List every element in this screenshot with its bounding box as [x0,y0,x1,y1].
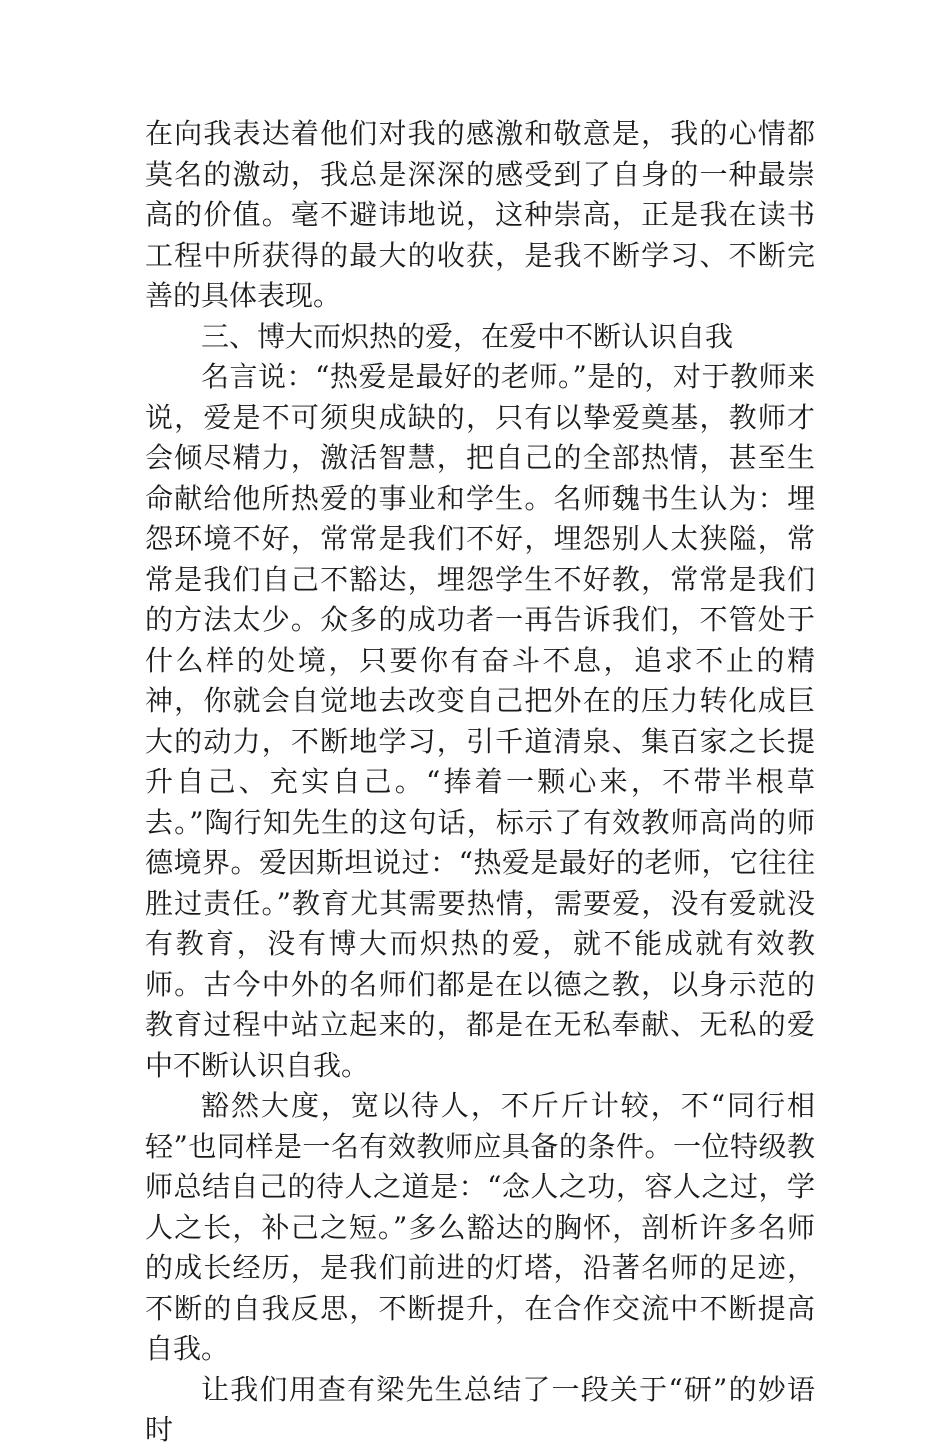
section-heading-love: 三、博大而炽热的爱，在爱中不断认识自我 [201,319,734,353]
paragraph-research: 让我们用查有梁先生总结了一段关于“研”的妙语时 [145,1372,815,1446]
paragraph-generosity: 豁然大度，宽以待人，不斤斤计较，不“同行相轻”也同样是一名有效教师应具备的条件。一位特级教师总结自己的待人之道是：“念人之功，容人之过，学人之长，补己之短。”多么豁达的胸怀，剖析许多名师的成长经历，是我们前进的灯塔，沿著名师的足迹，不断的自我反思，不断提升，在合作交流中不断提高自我。 [145,1089,815,1365]
document-body [145,114,815,1451]
paragraph-gratitude: 在向我表达着他们对我的感激和敬意是，我的心情都莫名的激动，我总是深深的感受到了自身的一种最崇高的价值。毫不避讳地说，这种崇高，正是我在读书工程中所获得的最大的收获，是我不断学习、不断完善的具体表现。 [145,117,815,312]
paragraph-love-quotes: 名言说：“热爱是最好的老师。”是的，对于教师来说，爱是不可须臾成缺的，只有以挚爱奠基，教师才会倾尽精力，激活智慧，把自己的全部热情，甚至生命献给他所热爱的事业和学生。名师魏书生认为：埋怨环境不好，常常是我们不好，埋怨别人太狭隘，常常是我们自己不豁达，埋怨学生不好教，常常是我们的方法太少。众多的成功者一再告诉我们，不管处于什么样的处境，只要你有奋斗不息，追求不止的精神，你就会自觉地去改变自己把外在的压力转化成巨大的动力，不断地学习，引千道清泉、集百家之长提升自己、充实自己。“捧着一颗心来，不带半根草去。”陶行知先生的这句话，标示了有效教师高尚的师德境界。爱因斯坦说过：“热爱是最好的老师，它往往胜过责任。”教育尤其需要热情，需要爱，没有爱就没有教育，没有博大而炽热的爱，就不能成就有效教师。古今中外的名师们都是在以德之教，以身示范的教育过程中站立起来的，都是在无私奉献、无私的爱中不断认识自我。 [145,360,815,1082]
